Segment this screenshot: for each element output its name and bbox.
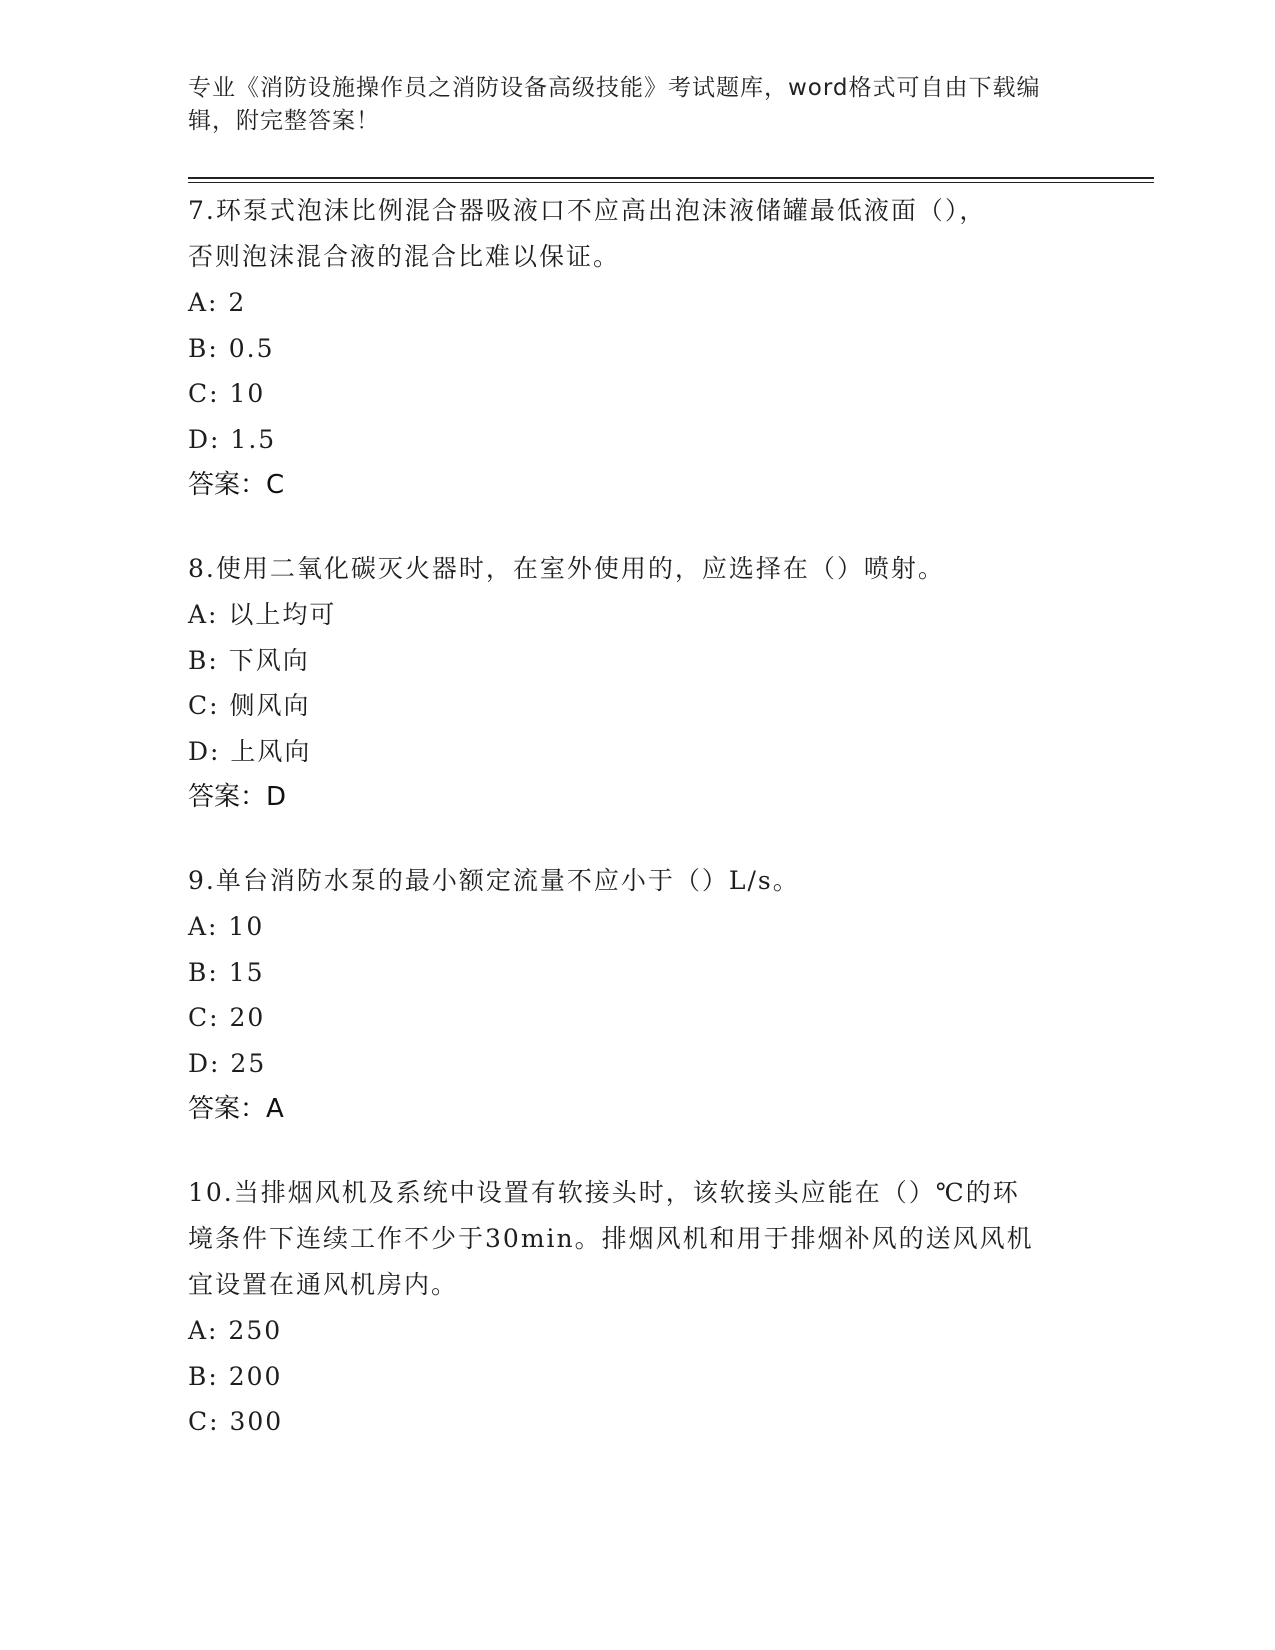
answer-line: 答案：A — [188, 1094, 284, 1124]
option-c: C: 10 — [188, 379, 266, 408]
option-b: B: 15 — [188, 957, 265, 987]
option-d: D: 25 — [188, 1048, 267, 1078]
question-9 — [188, 858, 1088, 1132]
document-header — [188, 72, 1068, 138]
question-stem-line: 9.单台消防水泵的最小额定流量不应小于（）L/s。 — [188, 866, 800, 895]
option-a: A: 以上均可 — [188, 600, 337, 629]
question-stem-line: 10.当排烟风机及系统中设置有软接头时，该软接头应能在（）℃的环 — [188, 1178, 1020, 1207]
header-divider-thin — [188, 182, 1154, 183]
option-a: A: 250 — [188, 1316, 283, 1345]
header-divider-thick — [188, 177, 1154, 179]
option-c: C: 侧风向 — [188, 691, 311, 720]
option-b: B: 200 — [188, 1361, 283, 1391]
option-d: D: 上风向 — [188, 736, 312, 766]
option-d: D: 1.5 — [188, 424, 277, 454]
question-8 — [188, 546, 1088, 820]
header-line-1: 专业《消防设施操作员之消防设备高级技能》考试题库，word格式可自由下载编 — [188, 75, 1041, 101]
option-c: C: 300 — [188, 1407, 284, 1436]
header-line-2: 辑，附完整答案！ — [188, 108, 380, 134]
question-7 — [188, 188, 1088, 508]
option-b: B: 0.5 — [188, 333, 275, 363]
question-list — [188, 188, 1088, 1483]
option-b: B: 下风向 — [188, 645, 310, 675]
answer-line: 答案：C — [188, 470, 285, 500]
question-10 — [188, 1170, 1088, 1445]
option-a: A: 2 — [188, 288, 247, 317]
question-stem-line: 7.环泵式泡沫比例混合器吸液口不应高出泡沫液储罐最低液面（）， — [188, 196, 987, 225]
option-a: A: 10 — [188, 912, 265, 941]
question-stem-line: 境条件下连续工作不少于30min。排烟风机和用于排烟补风的送风风机 — [188, 1224, 1034, 1253]
answer-line: 答案：D — [188, 782, 287, 812]
option-c: C: 20 — [188, 1003, 266, 1032]
question-stem-line: 8.使用二氧化碳灭火器时，在室外使用的，应选择在（）喷射。 — [188, 554, 945, 583]
question-stem-line: 宜设置在通风机房内。 — [188, 1270, 459, 1299]
question-stem-line: 否则泡沫混合液的混合比难以保证。 — [188, 242, 621, 271]
